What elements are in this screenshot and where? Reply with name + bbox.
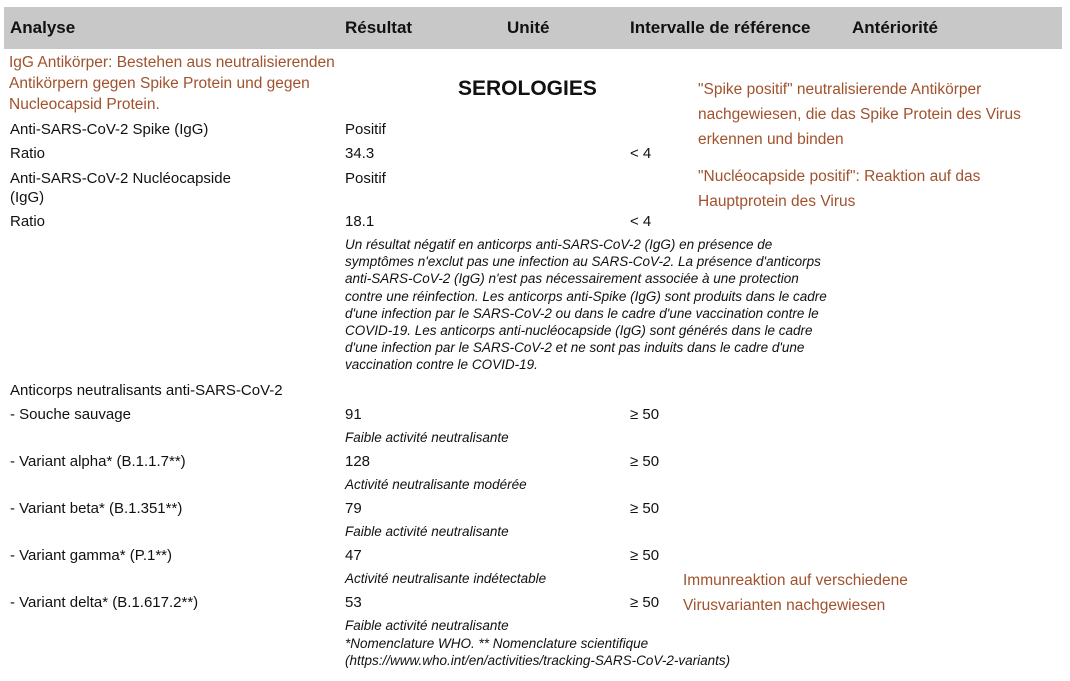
variant-ref: ≥ 50 (630, 594, 660, 611)
variants-note-line: Virusvarianten nachgewiesen (683, 597, 886, 614)
row-analyse: Anti-SARS-CoV-2 Nucléocapside (10, 170, 231, 187)
variant-comment: Activité neutralisante modérée (345, 477, 527, 492)
nucleo-note (698, 164, 980, 214)
footnote-line: (https://www.who.int/en/activities/tracking-SARS-CoV-2-variants) (345, 653, 731, 668)
variant-ref: ≥ 50 (630, 453, 660, 470)
variant-resultat: 53 (345, 594, 362, 611)
comment-line: vaccination contre le COVID-19. (345, 357, 538, 373)
igg-intro-line: Nucleocapsid Protein. (9, 96, 160, 113)
variant-comment: Faible activité neutralisante (345, 430, 509, 445)
igg-intro-line: IgG Antikörper: Bestehen aus neutralisierenden (9, 54, 335, 71)
spike-note (698, 77, 1021, 152)
variant-analyse: - Variant alpha* (B.1.1.7**) (10, 453, 186, 470)
comment-line: COVID-19. Les anticorps anti-nucléocapside (IgG) sont générés dans le cadre (345, 323, 813, 339)
row-analyse: Ratio (10, 213, 46, 230)
variant-resultat: 128 (345, 453, 371, 470)
variant-comment: Faible activité neutralisante (345, 524, 509, 539)
comment-line: contre une réinfection. Les anticorps anti-Spike (IgG) sont produits dans le cadre (345, 288, 827, 304)
igg-intro-line: Antikörpern gegen Spike Protein und gegen (9, 75, 310, 92)
row-ref: < 4 (630, 213, 652, 230)
variant-analyse: - Variant gamma* (P.1**) (10, 547, 173, 564)
variants-note-line: Immunreaktion auf verschiedene (683, 572, 908, 589)
neutralising-title: Anticorps neutralisants anti-SARS-CoV-2 (10, 382, 283, 399)
header-anteriorite: Antériorité (852, 18, 938, 37)
variant-analyse: - Variant beta* (B.1.351**) (10, 500, 183, 517)
section-title: SEROLOGIES (458, 77, 597, 100)
variant-comment: Faible activité neutralisante (345, 618, 509, 633)
nucleo-note-line: Hauptprotein des Virus (698, 193, 856, 210)
row-resultat: Positif (345, 121, 386, 138)
variant-analyse: - Souche sauvage (10, 406, 131, 423)
row-ref: < 4 (630, 145, 652, 162)
row-resultat: 18.1 (345, 213, 375, 230)
row-analyse: Ratio (10, 145, 46, 162)
serology-comment (345, 236, 827, 374)
nomenclature-footnote (345, 635, 730, 669)
spike-note-line: "Spike positif" neutralisierende Antikörper (698, 81, 982, 98)
variant-ref: ≥ 50 (630, 406, 660, 423)
row-analyse-cont: (IgG) (10, 189, 45, 206)
variant-comment: Activité neutralisante indétectable (345, 571, 547, 586)
nucleo-note-line: "Nucléocapside positif": Reaktion auf das (698, 168, 981, 185)
comment-line: symptômes n'exclut pas une infection au SARS-CoV-2. La présence d'anticorps (345, 254, 821, 270)
header-resultat: Résultat (345, 18, 413, 37)
variant-analyse: - Variant delta* (B.1.617.2**) (10, 594, 199, 611)
comment-line: d'une infection par le SARS-CoV-2 ou dans le cadre d'une vaccination contre le (345, 305, 819, 321)
igg-intro-note (9, 52, 335, 115)
header-analyse: Analyse (10, 18, 76, 37)
comment-line: Un résultat négatif en anticorps anti-SARS-CoV-2 (IgG) en présence de (345, 237, 773, 252)
header-unite: Unité (507, 18, 550, 37)
variant-ref: ≥ 50 (630, 547, 660, 564)
variants-note (683, 568, 908, 618)
header-intervalle: Intervalle de référence (630, 18, 811, 37)
footnote-line: *Nomenclature WHO. ** Nomenclature scientifique (345, 636, 649, 651)
comment-line: anti-SARS-CoV-2 (IgG) n'est pas nécessairement associée à une protection (345, 271, 799, 287)
variant-resultat: 91 (345, 406, 362, 423)
spike-note-line: erkennen und binden (698, 131, 844, 148)
row-analyse: Anti-SARS-CoV-2 Spike (IgG) (10, 121, 209, 138)
spike-note-line: nachgewiesen, die das Spike Protein des Virus (698, 106, 1021, 123)
comment-line: d'une infection par le SARS-CoV-2 et ne sont pas induits dans le cadre d'une (345, 340, 805, 356)
row-resultat: Positif (345, 170, 386, 187)
variant-ref: ≥ 50 (630, 500, 660, 517)
row-resultat: 34.3 (345, 145, 375, 162)
variant-resultat: 79 (345, 500, 362, 517)
variant-resultat: 47 (345, 547, 362, 564)
